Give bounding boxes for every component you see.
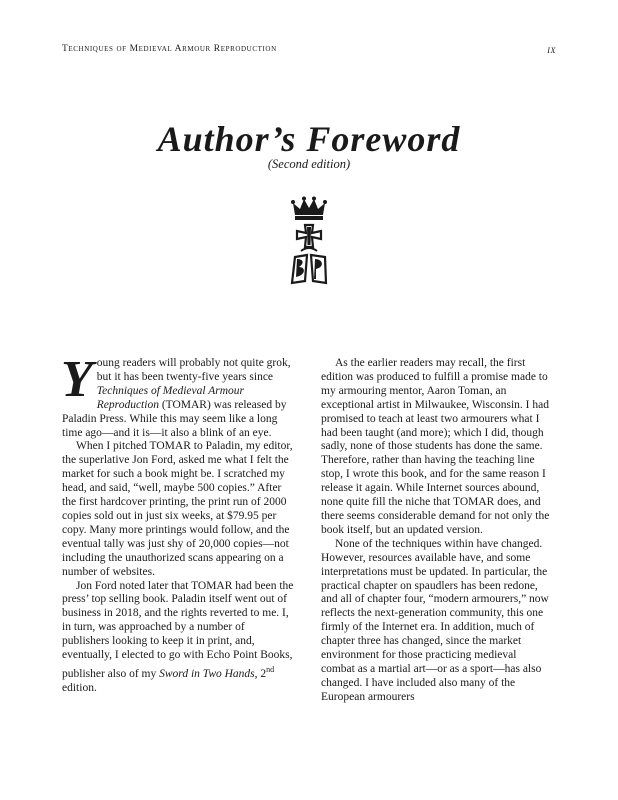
paragraph: None of the techniques within have changed. However, resources available have, and some interpretations must be updated. In particular, the practical chapter on spaudlers has been redone, and all of chapter four, “modern armourers,” now reflects the next-generation community, this one firmly of the Internet era. In addition, much of chapter three has changed, since the market environment for those practicing medieval combat as a martial art—or as a sport—has also changed. I have included also many of the European armourers	[321, 537, 549, 703]
paragraph: Jon Ford noted later that TOMAR had been the press’ top selling book. Paladin itself went out of business in 2018, and the rights reverted to me. I, in turn, was approached by a number of publishers looking to keep it in print, and, eventually, I elected to go with Echo Point Books, publisher also of my Sword in Two Hands, 2nd edition.	[62, 579, 294, 694]
running-title: Techniques of Medieval Armour Reproduction	[62, 44, 277, 54]
paragraph: When I pitched TOMAR to Paladin, my editor, the superlative Jon Ford, asked me what I felt the market for such a book might be. I scratched my head, and said, “well, maybe 500 copies.” After the first hardcover printing, the print run of 2000 copies sold out in just six weeks, at $79.95 per copy. Many more printings would follow, and the eventual tally was just shy of 20,000 copies—not including the unauthorized scans appearing on a number of websites.	[62, 440, 293, 578]
paragraph: As the earlier readers may recall, the first edition was produced to fulfill a promise made to my armouring mentor, Aaron Toman, an exceptional artist in Milwaukee, Wisconsin. I had promised to teach at least two armourers what I had been taught (and more); which I did, though sadly, none of those students has done the same. Therefore, rather than having the teaching line stop, I wrote this book, and for the same reason I release it again. While Internet sources abound, none quite fill the niche that TOMAR does, and there seems considerable demand for not only the book itself, but an updated version.	[321, 357, 550, 536]
text-column-left	[61, 351, 294, 696]
paragraph: Young readers will probably not quite grok, but it has been twenty-five years since Techniques of Medieval Armour Reproduction (TOMAR) was released by Paladin Press. While this may seem like a long time ago—and it is—it also a blink of an eye.	[61, 351, 291, 439]
crown-cross-bp-logo-icon	[281, 195, 337, 285]
book-title: Techniques of Medieval Armour Reproduction	[96, 384, 245, 411]
drop-cap: Y	[61, 351, 93, 408]
page-number: ix	[547, 44, 556, 56]
text-column-right	[321, 357, 553, 705]
book-title: Sword in Two Hands	[159, 667, 255, 680]
page-title: Author’s Foreword	[157, 119, 461, 159]
running-head	[62, 44, 556, 60]
page-subtitle: (Second edition)	[267, 157, 351, 171]
